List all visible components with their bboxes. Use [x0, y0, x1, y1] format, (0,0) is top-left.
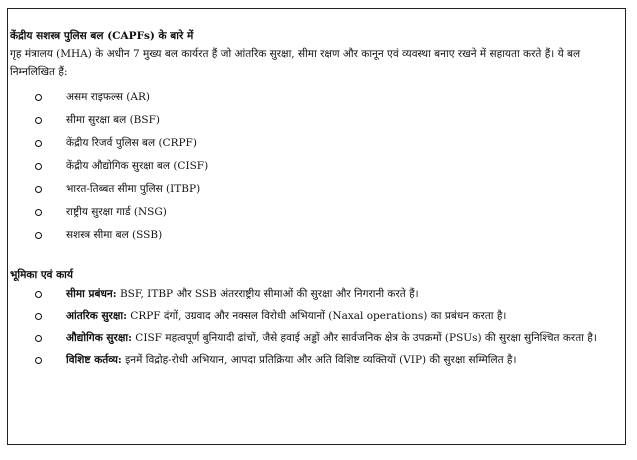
force-name: सशस्त्र सीमा बल (SSB)	[66, 229, 163, 241]
list-item	[10, 285, 606, 303]
role-text: CISF महत्वपूर्ण बुनियादी ढांचों, जैसे हवाई अड्डों और सार्वजनिक क्षेत्र के उपक्रमों (PSUs) की सुरक्षा सुनिश्चित करता है।	[131, 332, 597, 344]
force-name: सीमा सुरक्षा बल (BSF)	[66, 114, 160, 126]
list-item	[10, 86, 606, 109]
list-item	[10, 307, 606, 325]
forces-list	[10, 86, 606, 247]
role-text: BSF, ITBP और SSB अंतरराष्ट्रीय सीमाओं की सुरक्षा और निगरानी करते हैं।	[116, 288, 419, 300]
circle-bullet-icon	[35, 140, 42, 147]
list-item	[10, 201, 606, 224]
document-body	[10, 27, 606, 373]
roles-list	[10, 285, 606, 369]
about-heading: केंद्रीय सशस्त्र पुलिस बल (CAPFs) के बारे में	[10, 30, 194, 42]
circle-bullet-icon	[35, 313, 42, 320]
circle-bullet-icon	[35, 357, 42, 364]
list-item	[10, 329, 606, 347]
circle-bullet-icon	[35, 335, 42, 342]
roles-heading: भूमिका एवं कार्य	[10, 269, 73, 281]
force-name: भारत-तिब्बत सीमा पुलिस (ITBP)	[66, 183, 201, 195]
circle-bullet-icon	[35, 209, 42, 216]
force-name: केंद्रीय औद्योगिक सुरक्षा बल (CISF)	[66, 160, 209, 172]
role-title: विशिष्ट कर्तव्य:	[66, 354, 122, 366]
role-title: आंतरिक सुरक्षा:	[66, 310, 127, 322]
role-text: इनमें विद्रोह-रोधी अभियान, आपदा प्रतिक्रिया और अति विशिष्ट व्यक्तियों (VIP) की सुरक्षा सम्मिलित है।	[121, 354, 517, 366]
list-item	[10, 155, 606, 178]
circle-bullet-icon	[35, 163, 42, 170]
about-intro: गृह मंत्रालय (MHA) के अधीन 7 मुख्य बल कार्यरत हैं जो आंतरिक सुरक्षा, सीमा रक्षण और कानून एवं व्यवस्था बनाए रखने में सहायता करते हैं। ये बल निम्नलिखित हैं:	[10, 48, 581, 78]
circle-bullet-icon	[35, 117, 42, 124]
circle-bullet-icon	[35, 291, 42, 298]
role-text: CRPF दंगों, उग्रवाद और नक्सल विरोधी अभियानों (Naxal operations) का प्रबंधन करता है।	[126, 310, 507, 322]
force-name: केंद्रीय रिजर्व पुलिस बल (CRPF)	[66, 137, 197, 149]
force-name: राष्ट्रीय सुरक्षा गार्ड (NSG)	[66, 206, 167, 218]
circle-bullet-icon	[35, 94, 42, 101]
list-item	[10, 132, 606, 155]
list-item	[10, 178, 606, 201]
list-item	[10, 224, 606, 247]
list-item	[10, 109, 606, 132]
role-title: औद्योगिक सुरक्षा:	[66, 332, 132, 344]
role-title: सीमा प्रबंधन:	[66, 288, 117, 300]
circle-bullet-icon	[35, 232, 42, 239]
list-item	[10, 351, 606, 369]
force-name: असम राइफल्स (AR)	[66, 91, 150, 103]
circle-bullet-icon	[35, 186, 42, 193]
